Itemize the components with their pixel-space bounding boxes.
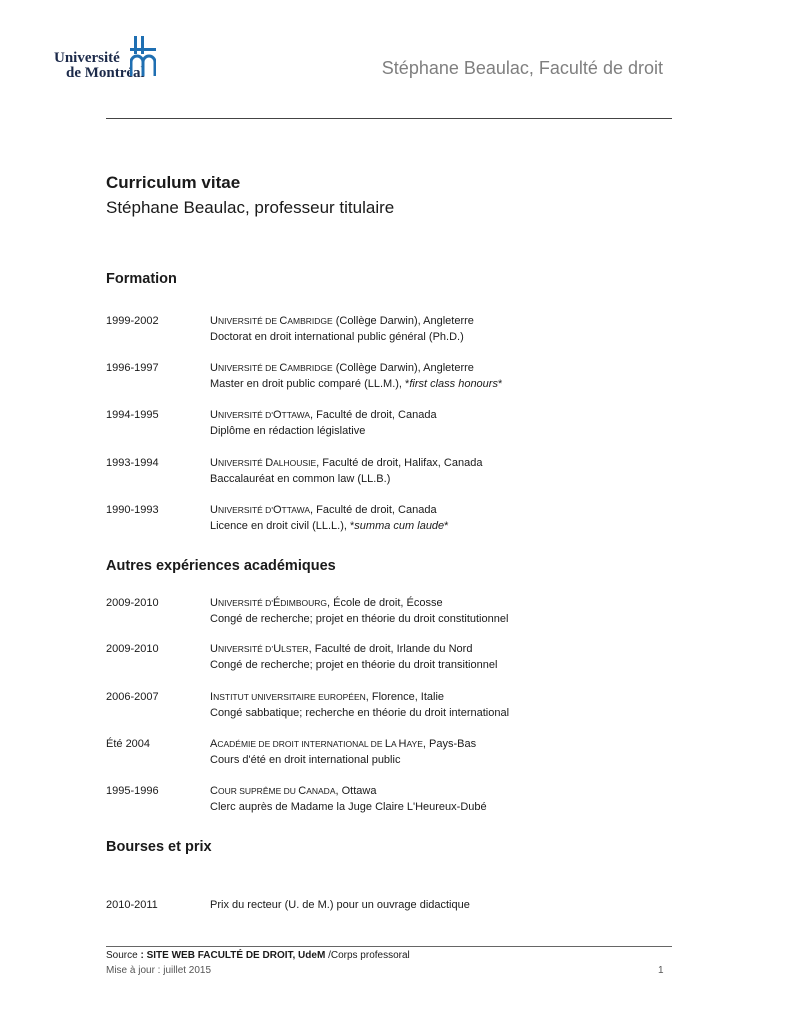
- entry-year: 1993-1994: [106, 457, 159, 469]
- footer-divider: [106, 946, 672, 947]
- entry-institution: UNIVERSITÉ D'OTTAWA, Faculté de droit, Canada: [210, 409, 437, 421]
- entry-description: Cours d'été en droit international public: [210, 754, 401, 766]
- section-title-autres-experiences: Autres expériences académiques: [106, 558, 336, 574]
- entry-institution: INSTITUT UNIVERSITAIRE EUROPÉEN, Florence, Italie: [210, 691, 445, 703]
- entry-year: 2009-2010: [106, 643, 159, 655]
- page-number: 1: [658, 965, 664, 976]
- entry-year: 2006-2007: [106, 691, 159, 703]
- logo-line-2: de Montréal: [66, 65, 145, 81]
- entry-description: Prix du recteur (U. de M.) pour un ouvrage didactique: [210, 899, 470, 911]
- header-divider: [106, 118, 672, 119]
- entry-description: Congé sabbatique; recherche en théorie du droit international: [210, 707, 510, 719]
- entry-description: Clerc auprès de Madame la Juge Claire L'Heureux-Dubé: [210, 801, 487, 813]
- entry-description: Licence en droit civil (LL.L.), *summa cum laude*: [210, 520, 449, 532]
- entry-institution: UNIVERSITÉ D'ÉDIMBOURG, École de droit, Écosse: [210, 597, 443, 609]
- entry-year: 2010-2011: [106, 899, 158, 911]
- entry-year: 2009-2010: [106, 597, 159, 609]
- section-title-formation: Formation: [106, 271, 177, 287]
- entry-institution: COUR SUPRÊME DU CANADA, Ottawa: [210, 785, 377, 797]
- document-title: Curriculum vitae: [106, 173, 241, 192]
- entry-year: 1990-1993: [106, 504, 159, 516]
- logo-line-1: Université: [54, 50, 120, 66]
- entry-description: Master en droit public comparé (LL.M.), *first class honours*: [210, 378, 503, 390]
- entry-year: 1994-1995: [106, 409, 159, 421]
- document-subtitle: Stéphane Beaulac, professeur titulaire: [106, 198, 395, 217]
- entry-description: Doctorat en droit international public général (Ph.D.): [210, 331, 464, 343]
- entry-year: Été 2004: [106, 738, 151, 750]
- entry-institution: UNIVERSITÉ D’ULSTER, Faculté de droit, Irlande du Nord: [210, 643, 473, 655]
- header-author: Stéphane Beaulac, Faculté de droit: [381, 58, 663, 78]
- entry-year: 1996-1997: [106, 362, 159, 374]
- entry-year: 1999-2002: [106, 315, 159, 327]
- entry-description: Baccalauréat en common law (LL.B.): [210, 473, 391, 485]
- entry-description: Congé de recherche; projet en théorie du droit constitutionnel: [210, 613, 509, 625]
- footer-source: Source : SITE WEB FACULTÉ DE DROIT, UdeM /Corps professoral: [106, 950, 410, 961]
- entry-institution: ACADÉMIE DE DROIT INTERNATIONAL DE LA HAYE, Pays-Bas: [210, 738, 477, 750]
- entry-year: 1995-1996: [106, 785, 159, 797]
- entry-description: Diplôme en rédaction législative: [210, 425, 366, 437]
- entry-institution: UNIVERSITÉ DALHOUSIE, Faculté de droit, Halifax, Canada: [210, 457, 483, 469]
- entry-institution: UNIVERSITÉ DE CAMBRIDGE (Collège Darwin), Angleterre: [210, 315, 474, 327]
- udem-shield-icon: [130, 36, 156, 76]
- section-title-bourses: Bourses et prix: [106, 839, 212, 855]
- entry-description: Congé de recherche; projet en théorie du droit transitionnel: [210, 659, 498, 671]
- entry-institution: UNIVERSITÉ D'OTTAWA, Faculté de droit, Canada: [210, 504, 437, 516]
- entry-institution: UNIVERSITÉ DE CAMBRIDGE (Collège Darwin), Angleterre: [210, 362, 474, 374]
- udem-logo: [54, 36, 164, 80]
- footer-update-date: Mise à jour : juillet 2015: [106, 965, 212, 976]
